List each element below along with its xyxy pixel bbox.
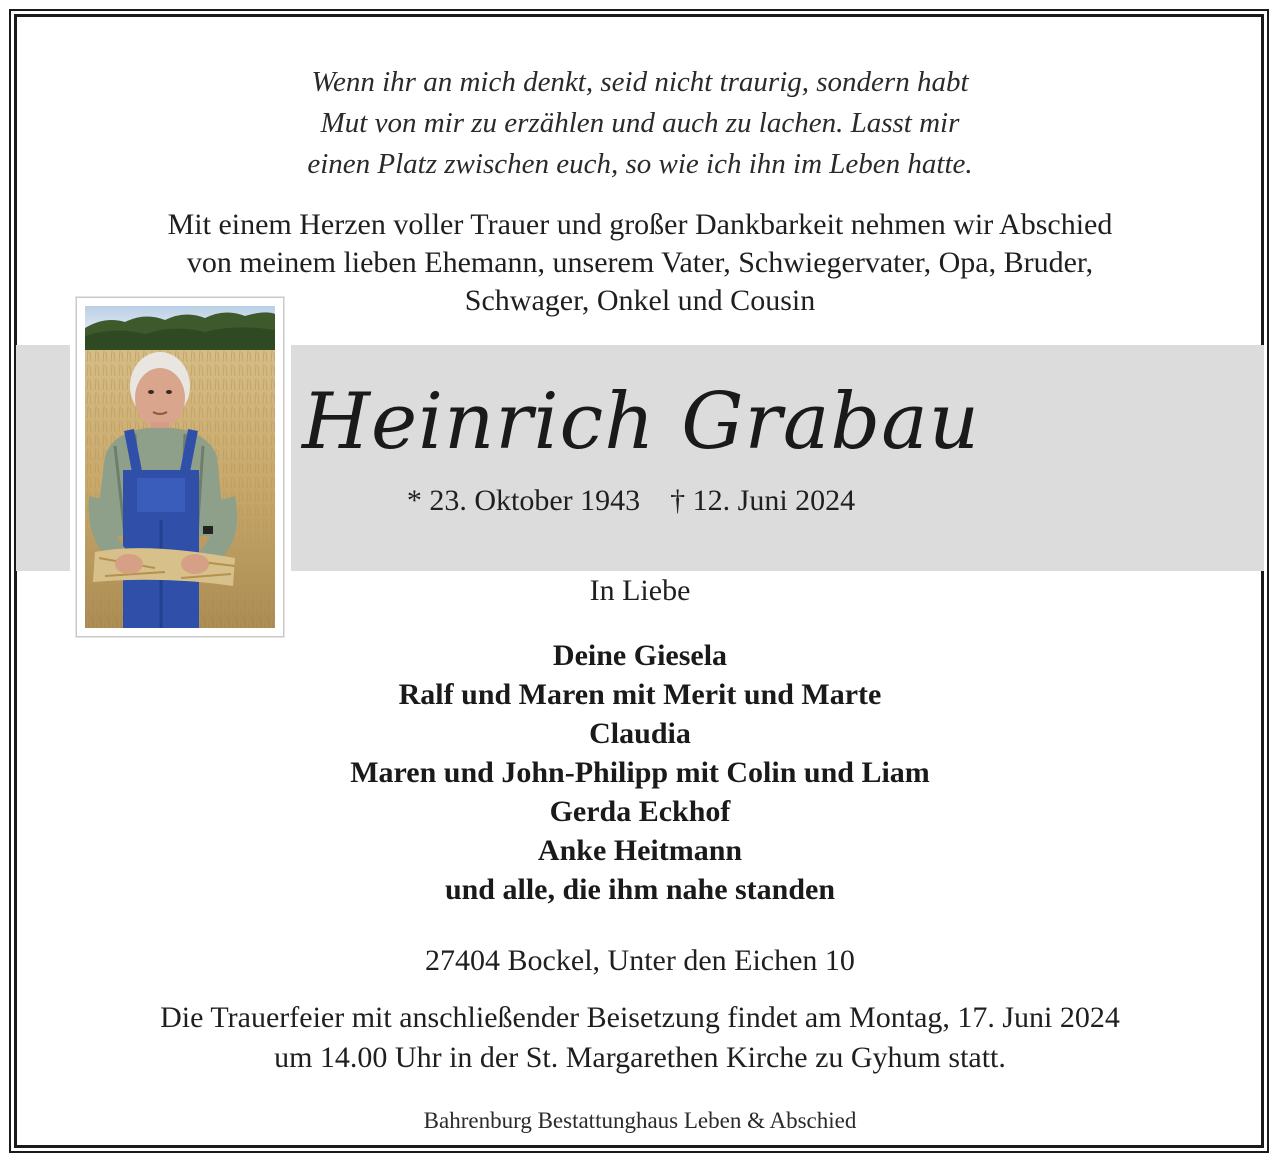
family-member: Ralf und Maren mit Merit und Marte: [398, 678, 882, 711]
ceremony-line: um 14.00 Uhr in der St. Margarethen Kirche zu Gyhum statt.: [274, 1041, 1006, 1074]
name-band-left: [16, 345, 70, 571]
family-member: Deine Giesela: [552, 639, 728, 672]
family-address: 27404 Bockel, Unter den Eichen 10: [425, 944, 855, 977]
intro-line: Schwager, Onkel und Cousin: [464, 284, 816, 317]
death-date: † 12. Juni 2024: [670, 484, 856, 517]
ceremony-line: Die Trauerfeier mit anschließender Beisetzung findet am Montag, 17. Juni 2024: [160, 1001, 1120, 1034]
poem-line: einen Platz zwischen euch, so wie ich ihn im Leben hatte.: [307, 148, 973, 180]
intro-line: Mit einem Herzen voller Trauer und großer Dankbarkeit nehmen wir Abschied: [167, 208, 1113, 241]
family-member: Maren und John-Philipp mit Colin und Liam: [350, 756, 930, 789]
family-list: [0, 636, 1280, 909]
family-member: Anke Heitmann: [537, 834, 743, 867]
ceremony-notice: [0, 998, 1280, 1078]
life-dates: [291, 481, 971, 521]
memorial-poem: [0, 62, 1280, 185]
undertaker-name: Bahrenburg Bestattunghaus Leben & Abschied: [423, 1108, 857, 1133]
poem-line: Wenn ihr an mich denkt, seid nicht traurig, sondern habt: [311, 66, 969, 98]
poem-line: Mut von mir zu erzählen und auch zu lachen. Lasst mir: [320, 107, 960, 139]
family-member: Gerda Eckhof: [549, 795, 731, 828]
family-member: Claudia: [589, 717, 691, 750]
closing-phrase: In Liebe: [589, 574, 691, 607]
family-member: und alle, die ihm nahe standen: [444, 873, 836, 906]
birth-date: * 23. Oktober 1943: [406, 484, 641, 517]
intro-line: von meinem lieben Ehemann, unserem Vater, Schwiegervater, Opa, Bruder,: [186, 246, 1094, 279]
deceased-name: Heinrich Grabau: [301, 377, 981, 467]
